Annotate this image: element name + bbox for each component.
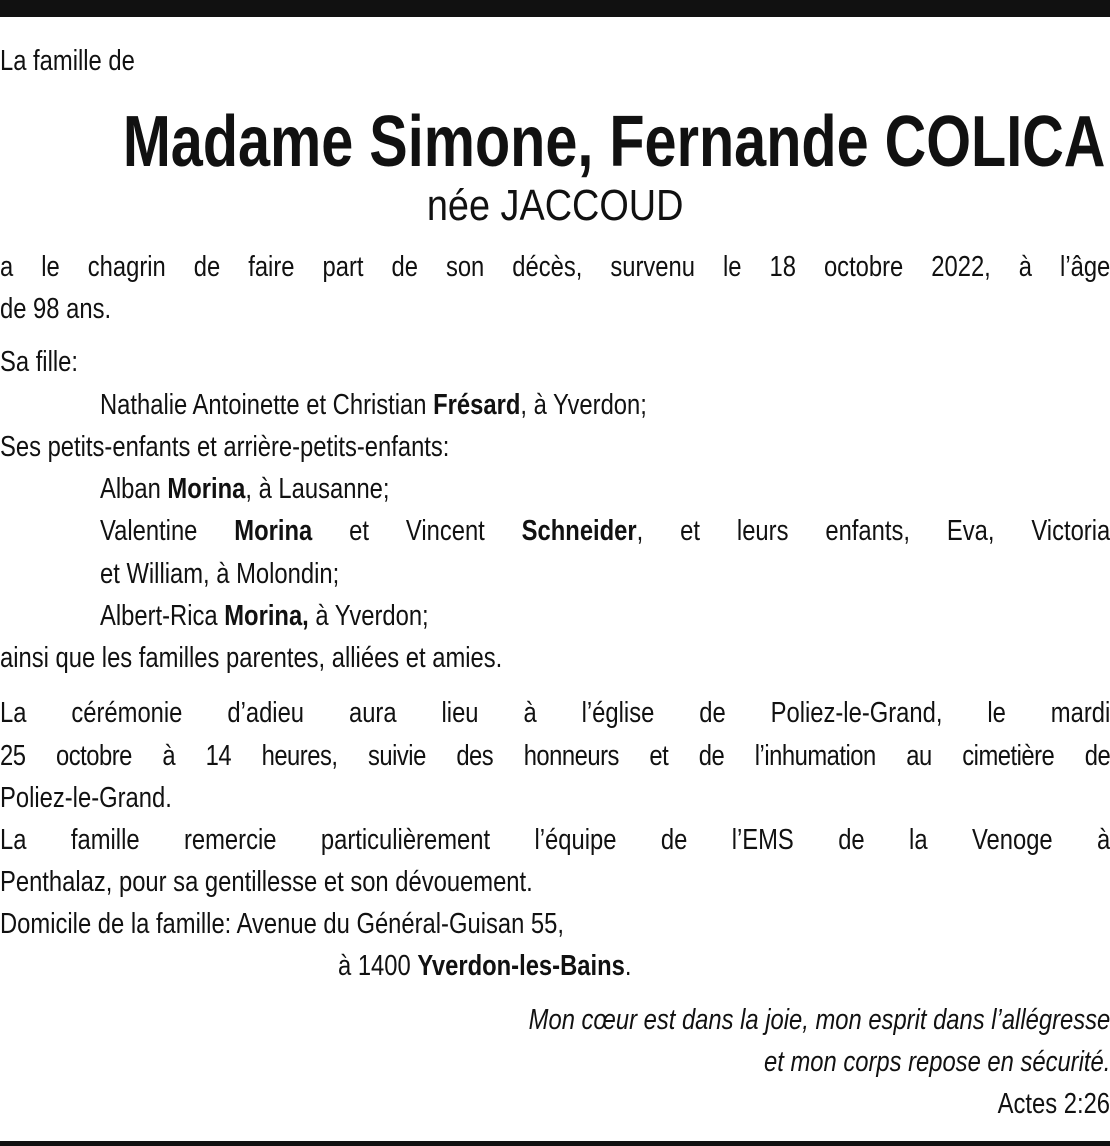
surname: Schneider	[521, 515, 637, 547]
top-rule	[0, 0, 1110, 17]
announcement-line-2: de 98 ans.	[0, 293, 112, 325]
surname: Morina	[234, 515, 313, 547]
relatives-line: ainsi que les familles parentes, alliées et amies.	[0, 642, 503, 674]
verse-line-2: et mon corps repose en sécurité.	[763, 1046, 1110, 1078]
deceased-name: Madame Simone, Fernande COLICA	[122, 102, 1106, 182]
thanks-line-2: Penthalaz, pour sa gentillesse et son dévouement.	[0, 866, 533, 898]
surname: Morina	[167, 473, 246, 505]
ceremony-line-2: 25 octobre à 14 heures, suivie des honneurs et de l’inhumation au cimetière de	[0, 740, 1110, 772]
grandchildren-heading: Ses petits-enfants et arrière-petits-enfants:	[0, 431, 450, 463]
grandchild-entry-1: Alban Morina, à Lausanne;	[100, 473, 390, 505]
bottom-rule	[0, 1141, 1110, 1146]
city: Yverdon-les-Bains	[417, 950, 625, 982]
verse-reference: Actes 2:26	[997, 1088, 1110, 1120]
ceremony-line-3: Poliez-le-Grand.	[0, 782, 172, 814]
surname: Morina,	[224, 600, 309, 632]
daughter-entry: Nathalie Antoinette et Christian Frésard, à Yverdon;	[100, 389, 647, 421]
domicile-line-1: Domicile de la famille: Avenue du Général-Guisan 55,	[0, 908, 564, 940]
thanks-line-1: La famille remercie particulièrement l’équipe de l’EMS de la Venoge à	[0, 824, 1110, 856]
intro-text: La famille de	[0, 45, 135, 77]
birth-name: née JACCOUD	[426, 181, 684, 230]
domicile-line-2: à 1400 Yverdon-les-Bains.	[338, 950, 632, 982]
grandchild-entry-2: Valentine Morina et Vincent Schneider, et leurs enfants, Eva, Victoria	[100, 515, 1110, 547]
announcement-line-1: a le chagrin de faire part de son décès, survenu le 18 octobre 2022, à l’âge	[0, 251, 1110, 283]
daughter-heading: Sa fille:	[0, 346, 78, 378]
grandchild-entry-3: Albert-Rica Morina, à Yverdon;	[100, 600, 429, 632]
ceremony-line-1: La cérémonie d’adieu aura lieu à l’église de Poliez-le-Grand, le mardi	[0, 697, 1110, 729]
surname: Frésard	[433, 389, 521, 421]
verse-line-1: Mon cœur est dans la joie, mon esprit dans l’allégresse	[528, 1004, 1110, 1036]
grandchild-entry-2-continued: et William, à Molondin;	[100, 558, 340, 590]
